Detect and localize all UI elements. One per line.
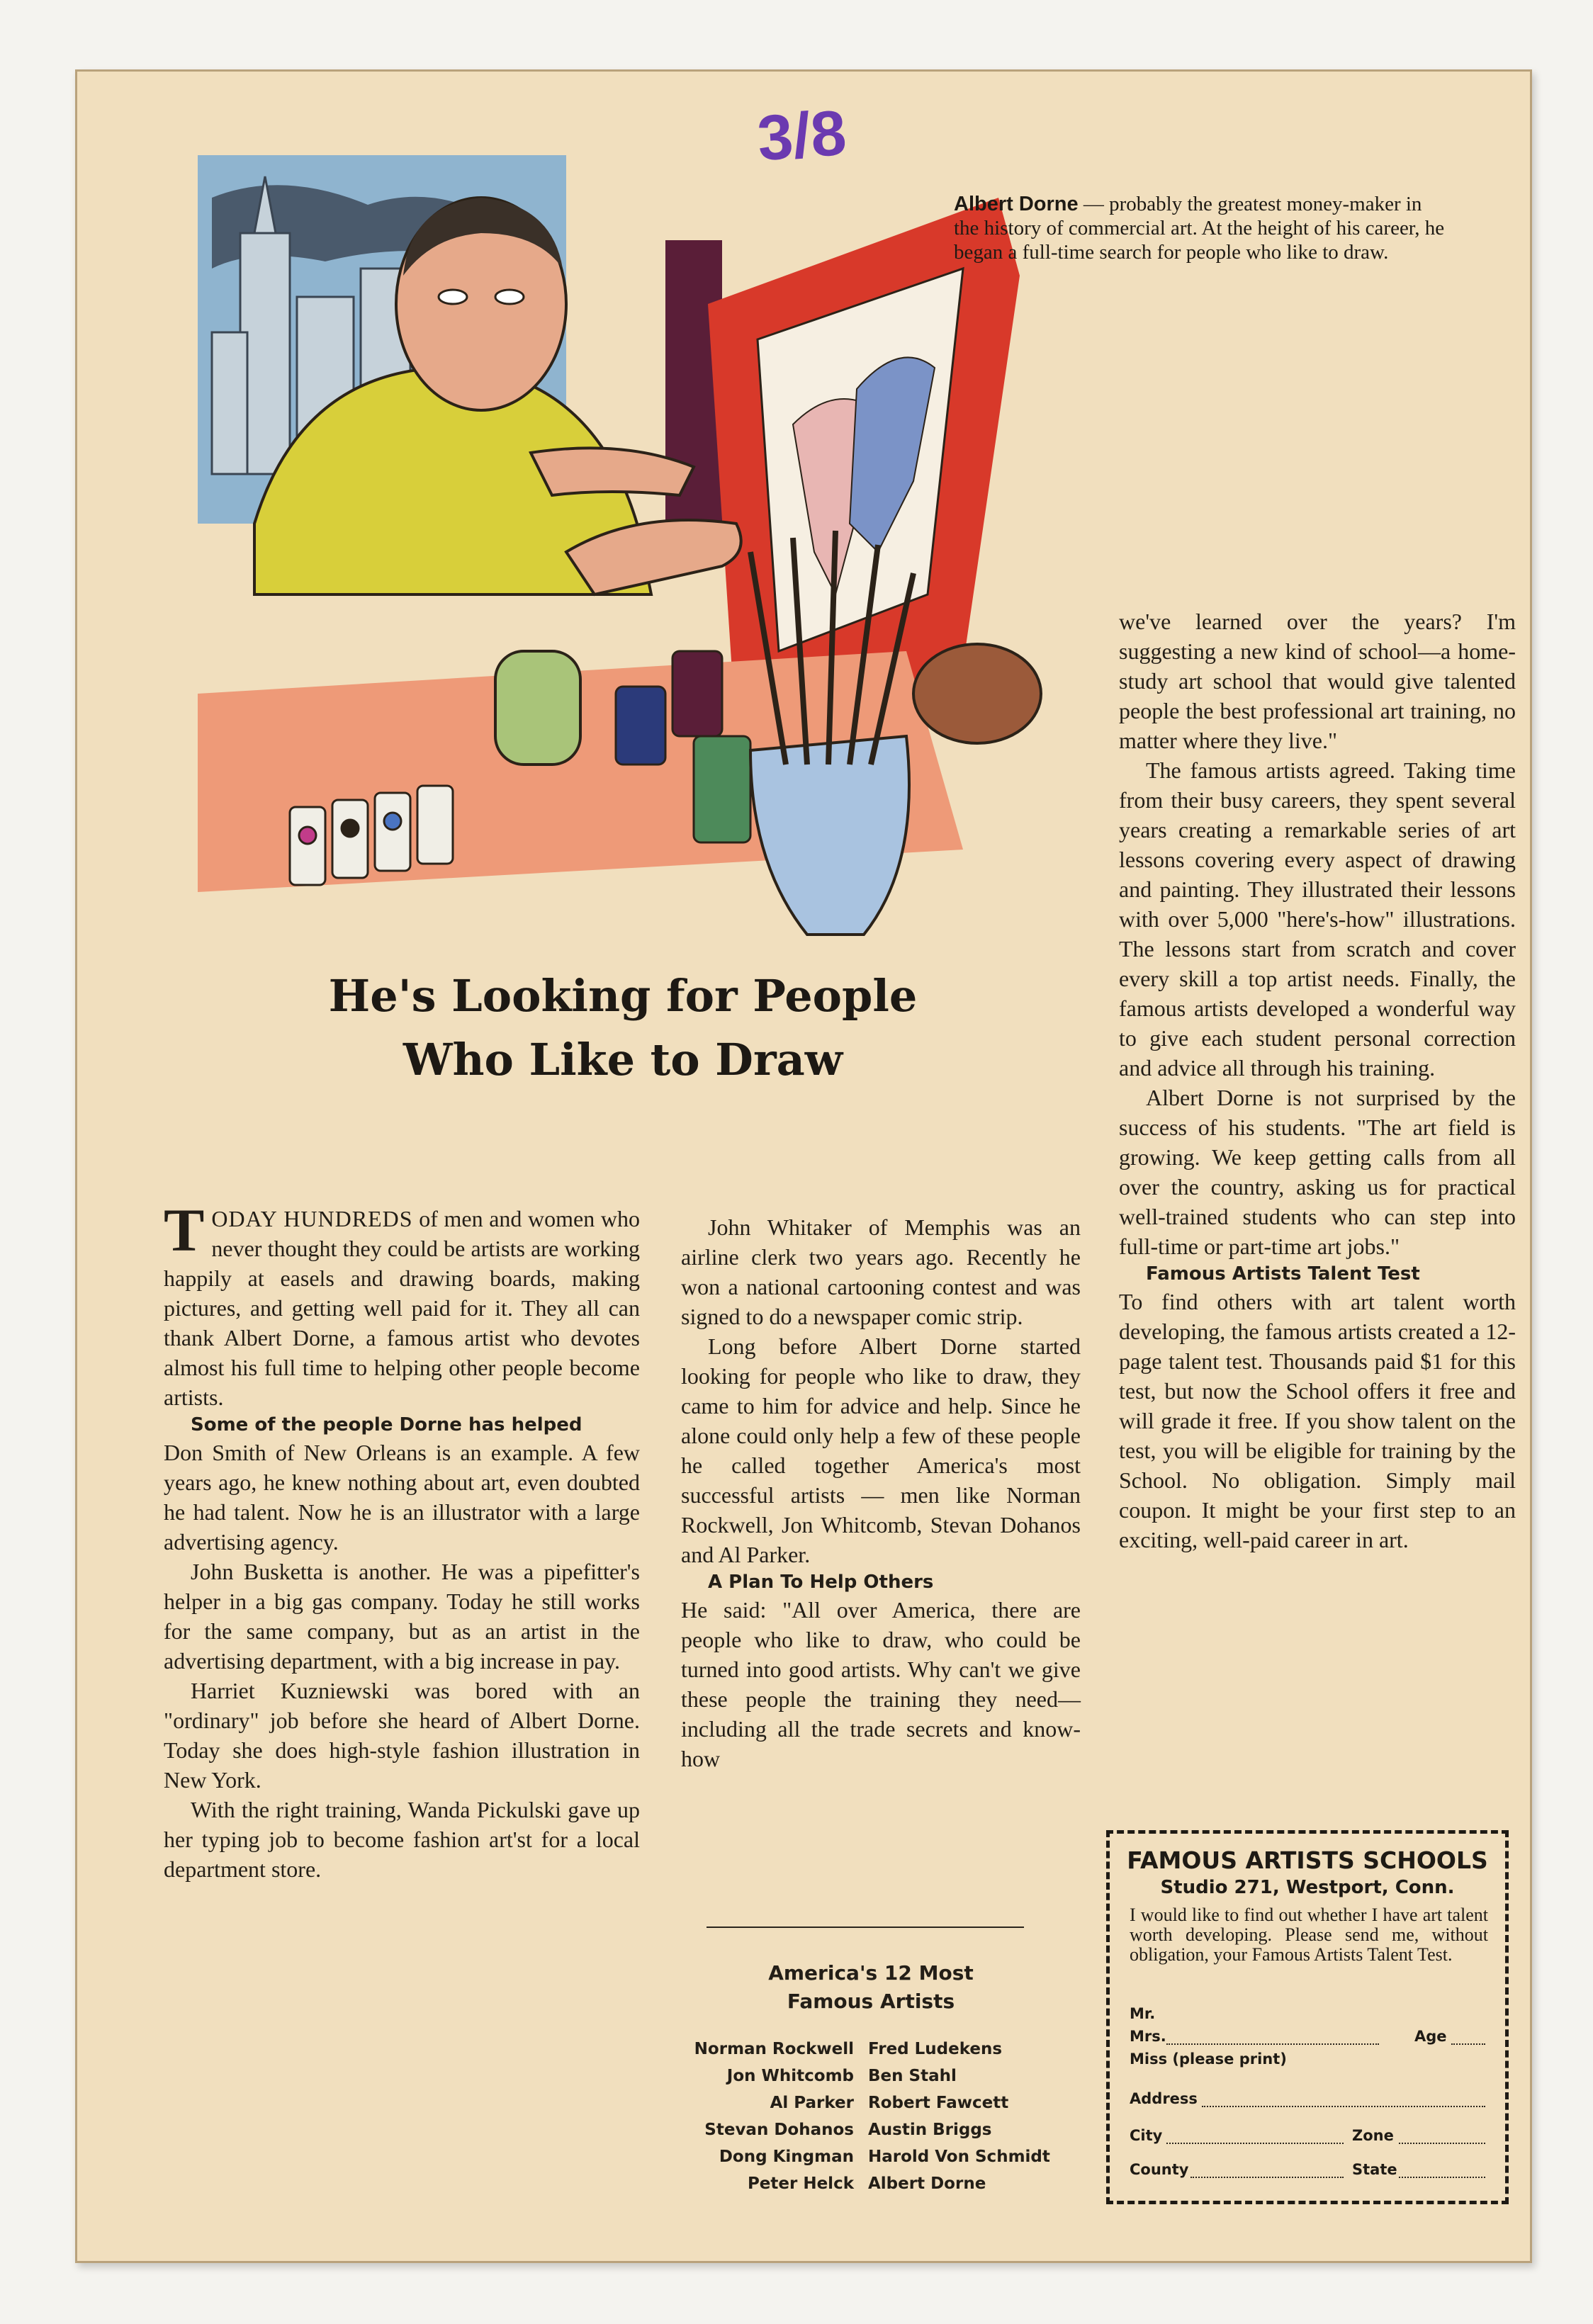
paint-jar-green bbox=[495, 651, 580, 765]
divider-rule bbox=[707, 1927, 1024, 1928]
state-label: State bbox=[1352, 2161, 1397, 2178]
zone-field[interactable] bbox=[1399, 2143, 1485, 2144]
col1-p1-text: of men and women who never thought they could be artists are working happily at easels and drawing boards, making pictures, and getting well paid for it. They all can thank Albert Dorne, a famous artist who devotes almost his full time to helping other people become artists. bbox=[164, 1206, 641, 1410]
column-2 bbox=[681, 1212, 1081, 1773]
col3-paragraph-1: we've learned over the years? I'm suggesting a new kind of school—a home-study art school that would give talented people the best professional art training, no matter where they live." bbox=[1119, 609, 1516, 753]
county-field[interactable] bbox=[1190, 2177, 1344, 2178]
col2-paragraph-2: Long before Albert Dorne started looking for people who like to draw, they came to him for advice and help. Since he alone could only help a few of these people he called together America's most successful artists — men like Norman Rockwell, Jon Whitcomb, Stevan Dohanos and Al Parker. bbox=[681, 1333, 1081, 1567]
col2-paragraph-3: He said: "All over America, there are people who like to draw, who could be turned into good artists. Why can't we give these people the training they need—including all the trade secrets and know-how bbox=[681, 1597, 1081, 1771]
coupon-heading: FAMOUS ARTISTS SCHOOLS bbox=[1127, 1846, 1488, 1874]
address-label: Address bbox=[1130, 2090, 1198, 2107]
albert-dorne-illustration bbox=[198, 155, 1091, 1027]
artist-name: Norman Rockwell bbox=[694, 2040, 854, 2058]
artist-name: Jon Whitcomb bbox=[726, 2067, 854, 2085]
artists-row bbox=[665, 2143, 1091, 2170]
mail-coupon[interactable] bbox=[1106, 1830, 1509, 2204]
caption-name: Albert Dorne bbox=[954, 193, 1079, 215]
artist-name: Stevan Dohanos bbox=[704, 2121, 854, 2139]
coupon-studio: Studio 271, Westport, Conn. bbox=[1160, 1877, 1455, 1898]
col1-paragraph-4: Harriet Kuzniewski was bored with an "ordinary" job before she heard of Albert Dorne. Today she does high-style fashion illustration in New York. bbox=[164, 1678, 640, 1793]
water-bowl bbox=[913, 644, 1041, 743]
col3-paragraph-3: Albert Dorne is not surprised by the success of his students. "The art field is growing. We keep getting calls from all over the country, asking us for practical well-trained students who can step into full-time or part-time art jobs." bbox=[1119, 1085, 1516, 1259]
headline bbox=[198, 964, 1048, 1092]
subhead-dorne-helped: Some of the people Dorne has helped bbox=[191, 1414, 582, 1435]
comic-back-cover-ad bbox=[75, 69, 1532, 2263]
mr-label: Mr. bbox=[1130, 2005, 1156, 2022]
artists-title-line-2: Famous Artists bbox=[787, 1990, 955, 2013]
artist-name: Peter Helck bbox=[747, 2174, 854, 2193]
artists-row bbox=[665, 2089, 1091, 2116]
column-1 bbox=[164, 1196, 641, 1884]
artist-name: Fred Ludekens bbox=[868, 2040, 1003, 2058]
coupon-body: I would like to find out whether I have art talent worth developing. Please send me, without obligation, your Famous Artists Talent Test. bbox=[1130, 1905, 1488, 1965]
name-field[interactable] bbox=[1166, 2043, 1379, 2045]
artist-name: Austin Briggs bbox=[868, 2121, 992, 2139]
subhead-plan: A Plan To Help Others bbox=[708, 1572, 934, 1593]
price-stamp: 3/8 bbox=[755, 97, 849, 175]
col3-paragraph-2: The famous artists agreed. Taking time from their busy careers, they spent several years creating a remarkable series of art lessons covering every aspect of drawing and painting. They illustrated their lessons with over 5,000 "here's-how" illustrations. The lessons start from scratch and cover every skill a top artist needs. Finally, the famous artists developed a wonderful way to give each student personal correction and advice all through his training. bbox=[1119, 757, 1516, 1081]
artist-name: Harold Von Schmidt bbox=[868, 2148, 1050, 2166]
artist-name: Dong Kingman bbox=[719, 2148, 854, 2166]
col1-paragraph-2: Don Smith of New Orleans is an example. A few years ago, he knew nothing about art, even doubted he had talent. Now he is an illustrator with a large advertising agency. bbox=[164, 1440, 640, 1555]
artist-name: Albert Dorne bbox=[868, 2174, 986, 2193]
artists-row bbox=[665, 2036, 1091, 2063]
col1-paragraph-1 bbox=[164, 1196, 641, 1412]
artists-list bbox=[665, 2036, 1091, 2197]
artists-row bbox=[665, 2170, 1091, 2197]
artist-name: Robert Fawcett bbox=[868, 2094, 1009, 2112]
mrs-label: Mrs. bbox=[1130, 2028, 1166, 2045]
caption-text: — probably the greatest money-maker in the history of commercial art. At the height of his career, he began a full-time search for people who like to draw. bbox=[954, 193, 1445, 264]
headline-line-2: Who Like to Draw bbox=[403, 1034, 843, 1085]
artists-row bbox=[665, 2063, 1091, 2089]
artists-title-line-1: America's 12 Most bbox=[768, 1961, 974, 1985]
city-label: City bbox=[1130, 2127, 1163, 2144]
artist-name: Al Parker bbox=[770, 2094, 854, 2112]
col3-paragraph-4: To find others with art talent worth developing, the famous artists created a 12-page talent test. Thousands paid $1 for this test, but now the School offers it free and will grade it free. If you show talent on the test, you will be eligible for training by the School. No obligation. Simply mail coupon. It might be your first step to an exciting, well-paid career in art. bbox=[1119, 1289, 1516, 1552]
city-field[interactable] bbox=[1166, 2143, 1344, 2144]
age-field[interactable] bbox=[1451, 2043, 1485, 2045]
address-field[interactable] bbox=[1202, 2106, 1485, 2107]
artist-name: Ben Stahl bbox=[868, 2067, 957, 2085]
age-label: Age bbox=[1414, 2028, 1447, 2045]
lead-small-caps: ODAY HUNDREDS bbox=[211, 1206, 413, 1231]
state-field[interactable] bbox=[1399, 2177, 1485, 2178]
drop-cap: T bbox=[164, 1196, 205, 1264]
illustration-caption bbox=[954, 192, 1450, 264]
artists-list-title bbox=[687, 1959, 1055, 2016]
headline-line-1: He's Looking for People bbox=[328, 970, 918, 1022]
col1-paragraph-3: John Busketta is another. He was a pipefitter's helper in a big gas company. Today he still works for the same company, but as an artist in the advertising department, with a big increase in pay. bbox=[164, 1559, 640, 1674]
subhead-talent-test: Famous Artists Talent Test bbox=[1146, 1263, 1420, 1285]
column-3 bbox=[1119, 607, 1516, 1555]
col2-paragraph-1: John Whitaker of Memphis was an airline clerk two years ago. Recently he won a national cartooning contest and was signed to do a newspaper comic strip. bbox=[681, 1214, 1081, 1329]
artists-row bbox=[665, 2116, 1091, 2143]
county-label: County bbox=[1130, 2161, 1189, 2178]
miss-label: Miss (please print) bbox=[1130, 2051, 1287, 2068]
col1-paragraph-5: With the right training, Wanda Pickulski gave up her typing job to become fashion art'st for a local department store. bbox=[164, 1797, 640, 1882]
zone-label: Zone bbox=[1352, 2127, 1394, 2144]
